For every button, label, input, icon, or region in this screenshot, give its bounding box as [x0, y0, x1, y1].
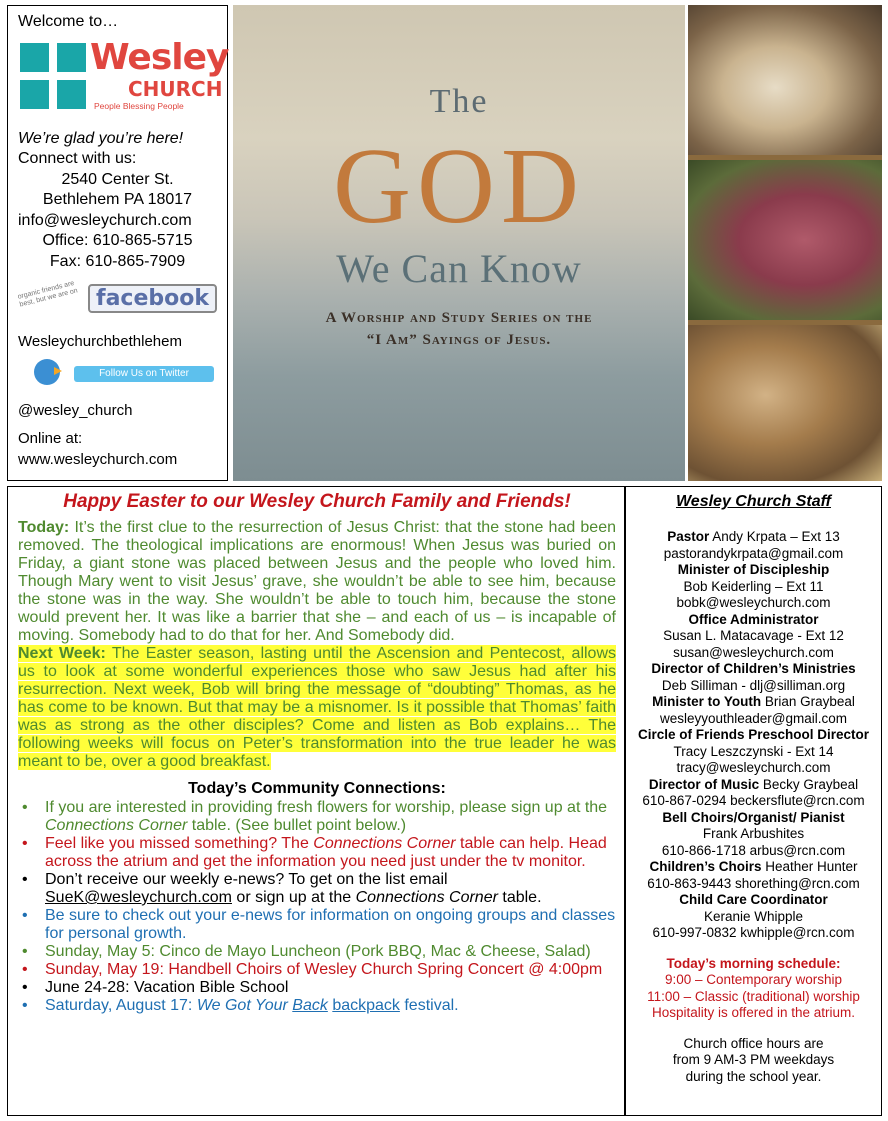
admin-name: Susan L. Matacavage - Ext 12 [663, 628, 844, 643]
preschool-role: Circle of Friends Preschool Director [637, 727, 870, 742]
bell-role: Bell Choirs/Organist/ Pianist [662, 809, 845, 825]
schedule-line: Hospitality is offered in the atrium. [651, 1005, 856, 1020]
list-item: • Saturday, August 17: We Got Your Back backpack festival. [18, 997, 616, 1015]
website-link[interactable]: www.wesleychurch.com [18, 450, 178, 468]
church-logo[interactable] [20, 36, 229, 121]
facebook-block[interactable] [17, 279, 227, 326]
bell-name: Frank Arbushites [702, 826, 805, 841]
online-label: Online at: [18, 430, 83, 447]
backpack-link[interactable]: backpack [332, 997, 400, 1014]
address-line-1: 2540 Center St. [61, 170, 174, 188]
hours-line: from 9 AM-3 PM weekdays [672, 1052, 835, 1067]
admin-email[interactable]: susan@wesleychurch.com [673, 644, 834, 660]
hours-line: during the school year. [685, 1068, 822, 1084]
welcome-sidebar [7, 5, 228, 481]
list-item: • Sunday, May 19: Handbell Choirs of Wesley Church Spring Concert @ 4:00pm [18, 961, 616, 979]
grapes-photo [688, 160, 882, 320]
sheep-photo [688, 5, 882, 155]
schedule-line: 9:00 – Contemporary worship [664, 972, 843, 987]
bulletin-main [7, 486, 625, 1116]
preschool-name: Tracy Leszczynski - Ext 14 [673, 743, 834, 759]
address-line-2: Bethlehem PA 18017 [42, 191, 193, 208]
office-phone: Office: 610-865-5715 [42, 232, 193, 249]
staff-title: Wesley Church Staff [675, 493, 831, 510]
pastor-email[interactable]: pastorandykrpata@gmail.com [663, 545, 844, 561]
bread-photo [688, 325, 882, 481]
list-item: • Sunday, May 5: Cinco de Mayo Luncheon (Pork BBQ, Mac & Cheese, Salad) [18, 943, 616, 961]
today-label: Today: [18, 519, 70, 536]
schedule-title: Today’s morning schedule: [666, 955, 841, 971]
bell-contact: 610-866-1718 arbus@rcn.com [661, 842, 846, 858]
list-item: • June 24-28: Vacation Bible School [18, 979, 616, 997]
cross-icon [20, 43, 86, 109]
office-hours [626, 1036, 881, 1086]
easter-headline: Happy Easter to our Wesley Church Family and Friends! [63, 491, 571, 512]
back-link[interactable]: Back [292, 997, 328, 1014]
contact-email[interactable]: info@wesleychurch.com [18, 211, 192, 229]
childcare-name: Keranie Whipple [703, 908, 804, 924]
banner-subtitle: We Can Know [336, 246, 582, 291]
facebook-small-text: organic friends are best, but we are on [17, 279, 79, 309]
twitter-block[interactable] [18, 359, 227, 399]
follow-twitter-button[interactable]: Follow Us on Twitter [74, 366, 214, 382]
logo-church: CHURCH [128, 76, 223, 101]
welcome-text: Welcome to… [18, 13, 119, 30]
preschool-email[interactable]: tracy@wesleychurch.com [676, 760, 831, 775]
music-row: Director of Music Becky Graybeal [648, 776, 859, 792]
childcare-role: Child Care Coordinator [679, 892, 828, 907]
glad-text: We’re glad you’re here! [18, 129, 184, 147]
list-item: • Feel like you missed something? The Connections Corner table can help. Head across the atrium and get the information you need just under the tv monitor. [18, 835, 616, 871]
twitter-handle[interactable]: @wesley_church [18, 401, 133, 419]
next-week-text: The Easter season, lasting until the Ascension and Pentecost, allows us to look at some wonderful experiences those who saw Jesus had after his resurrection. Next week, Bob will bring the message of “doubting” Thomas, as he has come to be known. But that may be a misnomer. Is it possible that Thomas’ faith was as strong as the other disciples? Come and listen as Bob explains… The following weeks will focus on Peter’s transformation into the true leader he was meant to be, over a good breakfast. [18, 645, 617, 770]
children-name: Deb Silliman - dlj@silliman.org [661, 677, 846, 693]
children-role: Director of Children’s Ministries [651, 661, 856, 676]
pastor-row: Pastor Andy Krpata – Ext 13 [667, 529, 840, 544]
staff-panel [625, 486, 882, 1116]
banner-the: The [429, 83, 489, 120]
banner-series [233, 307, 685, 351]
banner-god: GOD [333, 127, 585, 246]
connections-title: Today’s Community Connections: [188, 780, 446, 797]
choirs-row: Children’s Choirs Heather Hunter [649, 859, 858, 874]
today-text: It’s the first clue to the resurrection of Jesus Christ: that the stone had been removed. The theological implications are enormous! When Jesus was buried on Friday, a giant stone was placed between Jesus and the people who loved him. Though Mary went to visit Jesus’ grave, she wouldn’t be able to see him, because the stone was in the way. She wouldn’t be able to touch him, because the stone would prevent her. It was like a barrier that she – and each of us – is incapable of moving. Somebody had to do that for her. And Somebody did. [18, 519, 617, 644]
logo-tagline: People Blessing People [94, 100, 184, 111]
next-week-label: Next Week: [18, 645, 106, 662]
today-paragraph [18, 519, 616, 645]
list-item: • If you are interested in providing fresh flowers for worship, please sign up at the Connections Corner table. (See bullet point below.) [18, 799, 616, 835]
list-item: • Don’t receive our weekly e-news? To get on the list email SueK@wesleychurch.com or sign up at the Connections Corner table. [18, 871, 616, 907]
morning-schedule [626, 956, 881, 1022]
music-contact: 610-867-0294 beckersflute@rcn.com [642, 793, 865, 808]
discipleship-name: Bob Keiderling – Ext 11 [683, 578, 824, 594]
sue-email-link[interactable]: SueK@wesleychurch.com [45, 889, 232, 906]
photo-strip [688, 5, 882, 481]
twitter-bird-icon [34, 359, 60, 385]
discipleship-role: Minister of Discipleship [677, 562, 830, 577]
banner-series-line-2: “I Am” Sayings of Jesus. [366, 332, 552, 348]
connect-text: Connect with us: [18, 150, 137, 167]
facebook-icon[interactable]: facebook [88, 284, 217, 313]
connections-list [18, 799, 616, 1015]
youth-row: Minister to Youth Brian Graybeal [652, 694, 855, 709]
discipleship-email[interactable]: bobk@wesleychurch.com [676, 595, 831, 610]
childcare-contact: 610-997-0832 kwhipple@rcn.com [652, 925, 855, 940]
list-item: • Be sure to check out your e-news for information on ongoing groups and classes for personal growth. [18, 907, 616, 943]
choirs-contact: 610-863-9443 shorething@rcn.com [647, 875, 860, 891]
sermon-series-banner [233, 5, 685, 481]
schedule-line: 11:00 – Classic (traditional) worship [647, 988, 860, 1004]
fax-number: Fax: 610-865-7909 [49, 252, 186, 270]
next-week-paragraph [18, 645, 616, 771]
banner-series-line-1: A Worship and Study Series on the [325, 310, 593, 326]
logo-wesley: Wesley [90, 36, 229, 78]
admin-role: Office Administrator [688, 611, 819, 627]
facebook-handle[interactable]: Wesleychurchbethlehem [18, 333, 182, 350]
youth-email[interactable]: wesleyyouthleader@gmail.com [659, 710, 848, 726]
hours-line: Church office hours are [683, 1035, 824, 1051]
